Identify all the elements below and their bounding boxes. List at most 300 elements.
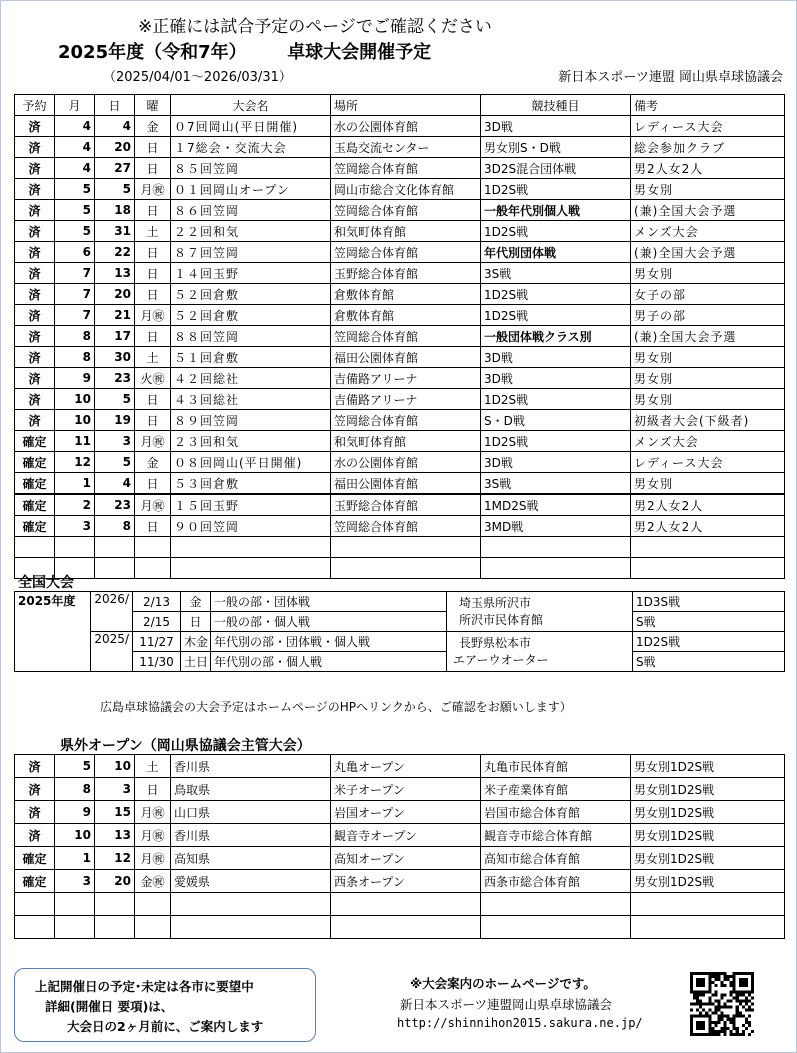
table-cell: 愛媛県 <box>171 870 331 893</box>
table-cell: 済 <box>15 263 55 284</box>
table-cell: 19 <box>95 410 135 431</box>
table-cell: 1D2S戦 <box>481 284 631 305</box>
event-date: 11/30 <box>133 652 181 672</box>
table-cell: 日 <box>135 284 171 305</box>
table-cell: 土 <box>135 221 171 242</box>
table-cell: (兼)全国大会予選 <box>631 242 785 263</box>
hiroshima-note: 広島卓球協議会の大会予定はホームページのHPへリンクから、ご確認をお願いします） <box>100 700 572 714</box>
table-cell: 男2人女2人 <box>631 158 785 179</box>
table-cell: 倉敷体育館 <box>331 305 481 326</box>
table-cell: 玉島交流センター <box>331 137 481 158</box>
table-cell: 1D2S戦 <box>481 305 631 326</box>
table-cell: ８５回笠岡 <box>171 158 331 179</box>
place-city: 埼玉県所沢市 <box>459 595 532 610</box>
table-cell: 済 <box>15 221 55 242</box>
table-cell: 玉野総合体育館 <box>331 494 481 516</box>
table-row <box>15 847 785 870</box>
table-cell: 済 <box>15 326 55 347</box>
national-row <box>15 592 785 612</box>
table-cell: 丸亀市民体育館 <box>481 755 631 778</box>
table-cell: 男女別S・D戦 <box>481 137 631 158</box>
table-row <box>15 242 785 263</box>
table-cell: 済 <box>15 242 55 263</box>
table-cell: 確定 <box>15 847 55 870</box>
table-cell: 吉備路アリーナ <box>331 368 481 389</box>
table-cell: 笠岡総合体育館 <box>331 200 481 221</box>
empty-cell <box>55 916 95 939</box>
table-cell: 1MD2S戦 <box>481 494 631 516</box>
empty-cell <box>135 893 171 916</box>
table-cell: 済 <box>15 368 55 389</box>
event-name: 一般の部・個人戦 <box>211 612 447 632</box>
table-cell: 月㊗ <box>135 179 171 200</box>
note-box <box>14 968 316 1042</box>
table-cell: １４回玉野 <box>171 263 331 284</box>
table-row <box>15 516 785 537</box>
table-cell: 男2人女2人 <box>631 516 785 537</box>
table-cell: ８８回笠岡 <box>171 326 331 347</box>
table-cell: 10 <box>55 389 95 410</box>
table-cell: 確定 <box>15 516 55 537</box>
table-cell: 男女別 <box>631 347 785 368</box>
notice-text: ※正確には試合予定のページでご確認ください <box>138 17 492 37</box>
event-place <box>447 632 633 672</box>
table-cell: 香川県 <box>171 824 331 847</box>
empty-cell <box>481 558 631 579</box>
table-cell: ２２回和気 <box>171 221 331 242</box>
table-cell: 7 <box>55 263 95 284</box>
table-cell: 12 <box>95 847 135 870</box>
table-cell: 丸亀オープン <box>331 755 481 778</box>
event-weekday: 木金 <box>181 632 211 652</box>
table-cell: 高知県 <box>171 847 331 870</box>
table-cell: 4 <box>55 137 95 158</box>
table-cell: 男女別1D2S戦 <box>631 847 785 870</box>
table-cell: 年代別団体戦 <box>481 242 631 263</box>
table-cell: 福田公園体育館 <box>331 473 481 495</box>
table-cell: 男女別1D2S戦 <box>631 824 785 847</box>
table-cell: 日 <box>135 200 171 221</box>
note-line-3: 大会日の2ヶ月前に、ご案内します <box>67 1019 264 1034</box>
table-row <box>15 870 785 893</box>
table-cell: 西条オープン <box>331 870 481 893</box>
table-cell: 22 <box>95 242 135 263</box>
event-name: 年代別の部・個人戦 <box>211 652 447 672</box>
table-row <box>15 801 785 824</box>
table-cell: 3D2S混合団体戦 <box>481 158 631 179</box>
table-cell: 4 <box>55 158 95 179</box>
table-cell: 総会参加クラブ <box>631 137 785 158</box>
table-cell: ０８回岡山(平日開催) <box>171 452 331 473</box>
table-cell: 和気町体育館 <box>331 431 481 452</box>
table-cell: 8 <box>55 326 95 347</box>
empty-cell <box>55 893 95 916</box>
empty-cell <box>135 537 171 558</box>
table-cell: 済 <box>15 347 55 368</box>
table-cell: 3D戦 <box>481 116 631 137</box>
table-cell: 30 <box>95 347 135 368</box>
table-row <box>15 824 785 847</box>
table-cell: 福田公園体育館 <box>331 347 481 368</box>
col-header: 予約 <box>15 95 55 116</box>
table-cell: 笠岡総合体育館 <box>331 326 481 347</box>
table-cell: ２３回和気 <box>171 431 331 452</box>
table-cell: 火㊗ <box>135 368 171 389</box>
table-cell: 観音寺市総合体育館 <box>481 824 631 847</box>
empty-row <box>15 916 785 939</box>
table-row <box>15 221 785 242</box>
table-row <box>15 755 785 778</box>
event-name: 一般の部・団体戦 <box>211 592 447 612</box>
table-cell: 17 <box>95 326 135 347</box>
national-row <box>15 632 785 652</box>
table-cell: 3 <box>95 431 135 452</box>
table-cell: 鳥取県 <box>171 778 331 801</box>
table-cell: 和気町体育館 <box>331 221 481 242</box>
table-cell: 27 <box>95 158 135 179</box>
table-cell: 13 <box>95 263 135 284</box>
empty-cell <box>95 558 135 579</box>
table-cell: 4 <box>55 116 95 137</box>
event-date: 11/27 <box>133 632 181 652</box>
table-cell: 6 <box>55 242 95 263</box>
table-cell: 男女別 <box>631 179 785 200</box>
table-row <box>15 778 785 801</box>
table-cell: ０１回岡山オープン <box>171 179 331 200</box>
table-cell: 済 <box>15 305 55 326</box>
table-cell: 男女別1D2S戦 <box>631 801 785 824</box>
table-cell: 観音寺オープン <box>331 824 481 847</box>
empty-row <box>15 558 785 579</box>
table-cell: 月㊗ <box>135 847 171 870</box>
place-city: 長野県松本市 <box>459 635 532 650</box>
table-cell: 9 <box>55 801 95 824</box>
table-cell: 1 <box>55 473 95 495</box>
table-cell: 3 <box>95 778 135 801</box>
table-cell: 5 <box>95 389 135 410</box>
table-cell: 土 <box>135 755 171 778</box>
table-cell: 9 <box>55 368 95 389</box>
table-cell: 7 <box>55 305 95 326</box>
table-row <box>15 305 785 326</box>
table-cell: 31 <box>95 221 135 242</box>
table-cell: ８７回笠岡 <box>171 242 331 263</box>
homepage-note: ※大会案内のホームページです。 <box>410 976 596 991</box>
table-cell: 高知オープン <box>331 847 481 870</box>
table-cell: 10 <box>95 755 135 778</box>
table-row <box>15 347 785 368</box>
table-cell: (兼)全国大会予選 <box>631 326 785 347</box>
table-cell: S・D戦 <box>481 410 631 431</box>
table-cell: 男子の部 <box>631 305 785 326</box>
table-cell: 山口県 <box>171 801 331 824</box>
table-cell: 月㊗ <box>135 824 171 847</box>
table-cell: 済 <box>15 778 55 801</box>
empty-cell <box>15 916 55 939</box>
empty-cell <box>55 537 95 558</box>
year-label: 2026/ <box>91 592 133 632</box>
table-cell: 月㊗ <box>135 494 171 516</box>
event-type: S戦 <box>633 652 785 672</box>
event-date: 2/15 <box>133 612 181 632</box>
table-cell: 20 <box>95 870 135 893</box>
table-cell: 男女別1D2S戦 <box>631 778 785 801</box>
table-cell: メンズ大会 <box>631 431 785 452</box>
table-cell: 済 <box>15 755 55 778</box>
empty-cell <box>171 537 331 558</box>
table-cell: 確定 <box>15 494 55 516</box>
table-cell: 済 <box>15 389 55 410</box>
table-cell: 岩国オープン <box>331 801 481 824</box>
table-cell: ５３回倉敷 <box>171 473 331 495</box>
zenkoku-heading: 全国大会 <box>18 575 74 591</box>
table-cell: 13 <box>95 824 135 847</box>
period-text: （2025/04/01～2026/03/31） <box>103 70 292 85</box>
table-cell: 初級者大会(下級者) <box>631 410 785 431</box>
table-cell: 4 <box>95 116 135 137</box>
table-cell: 3D戦 <box>481 368 631 389</box>
table-cell: 済 <box>15 116 55 137</box>
empty-cell <box>631 558 785 579</box>
table-cell: レディース大会 <box>631 116 785 137</box>
empty-row <box>15 537 785 558</box>
table-cell: 10 <box>55 410 95 431</box>
empty-cell <box>631 916 785 939</box>
event-type: S戦 <box>633 612 785 632</box>
table-cell: 済 <box>15 158 55 179</box>
page-title <box>58 38 431 64</box>
table-cell: 日 <box>135 389 171 410</box>
table-cell: 玉野総合体育館 <box>331 263 481 284</box>
title-main: 卓球大会開催予定 <box>287 42 432 63</box>
table-cell: ５２回倉敷 <box>171 305 331 326</box>
table-cell: 20 <box>95 137 135 158</box>
empty-cell <box>331 558 481 579</box>
table-cell: 18 <box>95 200 135 221</box>
table-cell: 日 <box>135 516 171 537</box>
table-cell: 21 <box>95 305 135 326</box>
empty-cell <box>15 537 55 558</box>
table-cell: 4 <box>95 473 135 495</box>
table-row <box>15 200 785 221</box>
table-cell: 23 <box>95 368 135 389</box>
note-line-2: 詳細(開催日 要項)は、 <box>45 999 174 1014</box>
table-cell: 土 <box>135 347 171 368</box>
table-cell: 女子の部 <box>631 284 785 305</box>
table-cell: 5 <box>55 755 95 778</box>
table-row <box>15 284 785 305</box>
table-cell: 11 <box>55 431 95 452</box>
table-cell: 3D戦 <box>481 452 631 473</box>
table-cell: 20 <box>95 284 135 305</box>
table-cell: 日 <box>135 158 171 179</box>
event-weekday: 日 <box>181 612 211 632</box>
table-row <box>15 179 785 200</box>
empty-cell <box>171 558 331 579</box>
empty-cell <box>481 916 631 939</box>
table-cell: 1D2S戦 <box>481 389 631 410</box>
table-cell: 済 <box>15 284 55 305</box>
table-cell: 日 <box>135 778 171 801</box>
empty-cell <box>331 537 481 558</box>
table-cell: 笠岡総合体育館 <box>331 516 481 537</box>
table-cell: ５１回倉敷 <box>171 347 331 368</box>
table-cell: 岡山市総合文化体育館 <box>331 179 481 200</box>
table-cell: 岩国市総合体育館 <box>481 801 631 824</box>
empty-cell <box>95 916 135 939</box>
table-cell: 8 <box>95 516 135 537</box>
table-cell: 済 <box>15 824 55 847</box>
table-cell: (兼)全国大会予選 <box>631 200 785 221</box>
table-cell: 日 <box>135 410 171 431</box>
empty-cell <box>15 893 55 916</box>
place-venue: 所沢市民体育館 <box>459 612 544 627</box>
table-cell: 男女別 <box>631 368 785 389</box>
table-cell: 男女別 <box>631 389 785 410</box>
table-cell: メンズ大会 <box>631 221 785 242</box>
table-cell: 1 <box>55 847 95 870</box>
table-row <box>15 410 785 431</box>
table-cell: 日 <box>135 137 171 158</box>
table-cell: 3S戦 <box>481 263 631 284</box>
table-cell: 3 <box>55 870 95 893</box>
national-table <box>14 591 785 672</box>
event-name: 年代別の部・団体戦・個人戦 <box>211 632 447 652</box>
table-cell: 1D2S戦 <box>481 179 631 200</box>
table-row <box>15 452 785 473</box>
table-cell: 8 <box>55 778 95 801</box>
table-row <box>15 389 785 410</box>
event-type: 1D2S戦 <box>633 632 785 652</box>
table-cell: 月㊗ <box>135 305 171 326</box>
table-cell: 5 <box>55 221 95 242</box>
table-cell: 金 <box>135 452 171 473</box>
table-row <box>15 431 785 452</box>
empty-cell <box>171 916 331 939</box>
table-cell: ４３回総社 <box>171 389 331 410</box>
empty-cell <box>95 893 135 916</box>
table-row <box>15 326 785 347</box>
table-cell: 確定 <box>15 452 55 473</box>
table-cell: 笠岡総合体育館 <box>331 410 481 431</box>
table-cell: 男女別1D2S戦 <box>631 870 785 893</box>
table-cell: 1D2S戦 <box>481 431 631 452</box>
col-header: 大会名 <box>171 95 331 116</box>
table-cell: 確定 <box>15 473 55 495</box>
table-cell: 男女別1D2S戦 <box>631 755 785 778</box>
empty-cell <box>135 558 171 579</box>
table-cell: 一般団体戦クラス別 <box>481 326 631 347</box>
table-cell: 8 <box>55 347 95 368</box>
table-cell: 水の公園体育館 <box>331 116 481 137</box>
table-cell: 月㊗ <box>135 801 171 824</box>
table-cell: 日 <box>135 263 171 284</box>
event-place <box>447 592 633 632</box>
table-cell: 高知市総合体育館 <box>481 847 631 870</box>
table-row <box>15 473 785 495</box>
homepage-url[interactable]: http://shinnihon2015.sakura.ne.jp/ <box>397 1016 643 1030</box>
event-date: 2/13 <box>133 592 181 612</box>
footer-org: 新日本スポーツ連盟岡山県卓球協議会 <box>400 997 613 1012</box>
table-cell: 5 <box>55 179 95 200</box>
empty-cell <box>95 537 135 558</box>
table-cell: 3MD戦 <box>481 516 631 537</box>
table-cell: 7 <box>55 284 95 305</box>
table-row <box>15 368 785 389</box>
table-cell: 3S戦 <box>481 473 631 495</box>
note-line-1: 上記開催日の予定･未定は各市に要望中 <box>35 979 254 994</box>
event-type: 1D3S戦 <box>633 592 785 612</box>
col-header: 場所 <box>331 95 481 116</box>
schedule-table <box>14 94 785 579</box>
table-cell: 3 <box>55 516 95 537</box>
empty-cell <box>331 893 481 916</box>
table-cell: 水の公園体育館 <box>331 452 481 473</box>
table-cell: レディース大会 <box>631 452 785 473</box>
table-cell: 日 <box>135 242 171 263</box>
col-header: 曜 <box>135 95 171 116</box>
table-cell: 男2人女2人 <box>631 494 785 516</box>
empty-row <box>15 893 785 916</box>
table-cell: 男女別 <box>631 263 785 284</box>
table-cell: 3D戦 <box>481 347 631 368</box>
table-cell: ８６回笠岡 <box>171 200 331 221</box>
table-cell: 金㊗ <box>135 870 171 893</box>
open-table <box>14 754 785 939</box>
table-cell: 2 <box>55 494 95 516</box>
table-cell: 10 <box>55 824 95 847</box>
table-cell: 西条市総合体育館 <box>481 870 631 893</box>
table-cell: 5 <box>95 179 135 200</box>
col-header: 月 <box>55 95 95 116</box>
table-row <box>15 158 785 179</box>
empty-cell <box>631 893 785 916</box>
table-row <box>15 116 785 137</box>
table-cell: 15 <box>95 801 135 824</box>
empty-cell <box>331 916 481 939</box>
empty-cell <box>135 916 171 939</box>
col-header: 競技種目 <box>481 95 631 116</box>
empty-cell <box>171 893 331 916</box>
table-cell: ０7回岡山(平日開催) <box>171 116 331 137</box>
table-cell: 一般年代別個人戦 <box>481 200 631 221</box>
table-cell: 金 <box>135 116 171 137</box>
table-cell: 済 <box>15 137 55 158</box>
qr-code-icon[interactable] <box>690 972 754 1036</box>
table-row <box>15 137 785 158</box>
table-cell: 月㊗ <box>135 431 171 452</box>
event-weekday: 金 <box>181 592 211 612</box>
table-cell: 吉備路アリーナ <box>331 389 481 410</box>
table-cell: 5 <box>55 200 95 221</box>
table-cell: 済 <box>15 410 55 431</box>
table-row <box>15 263 785 284</box>
table-cell: 12 <box>55 452 95 473</box>
col-header: 備考 <box>631 95 785 116</box>
empty-cell <box>631 537 785 558</box>
year-label: 2025/ <box>91 632 133 672</box>
open-heading: 県外オープン（岡山県協議会主管大会） <box>60 738 311 754</box>
table-cell: 笠岡総合体育館 <box>331 158 481 179</box>
fiscal-year: 2025年度 <box>15 592 91 672</box>
table-cell: 23 <box>95 494 135 516</box>
table-cell: 男女別 <box>631 473 785 495</box>
table-cell: 5 <box>95 452 135 473</box>
table-cell: 笠岡総合体育館 <box>331 242 481 263</box>
table-cell: 米子産業体育館 <box>481 778 631 801</box>
table-cell: 確定 <box>15 431 55 452</box>
table-cell: １7総会・交流大会 <box>171 137 331 158</box>
